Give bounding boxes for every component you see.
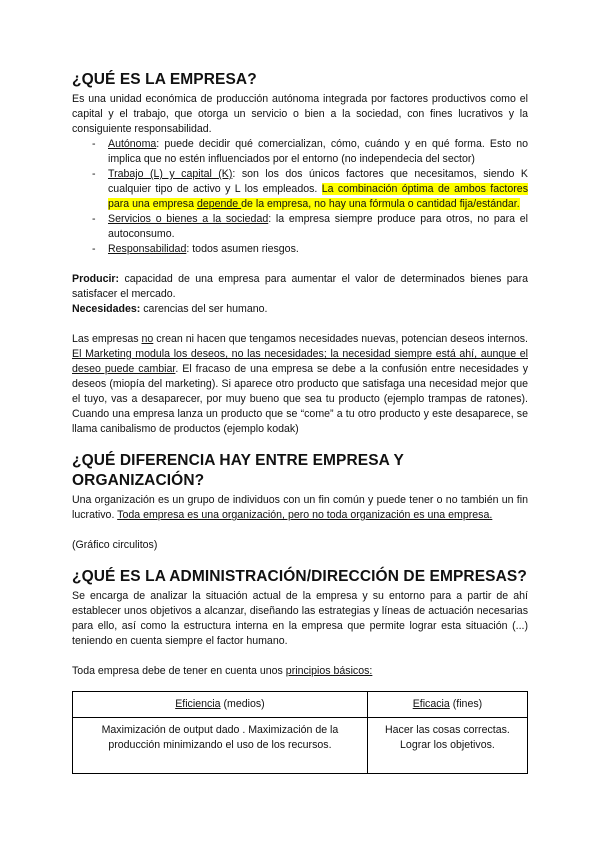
item-term: Autónoma: [108, 138, 157, 150]
empresa-definition: Es una unidad económica de producción autónoma integrada por factores productivos como el capital y el trabajo, que otorga un servicio o bien a la sociedad, con fines lucrativos y la consiguiente responsabilidad.: [72, 93, 528, 135]
table-row: [73, 718, 528, 774]
item-text: : todos asumen riesgos.: [186, 243, 299, 255]
document-content: [72, 70, 528, 774]
item-term: Servicios o bienes a la sociedad: [108, 213, 269, 225]
header-eficacia: Eficacia (fines): [367, 692, 527, 718]
definition-necesidades: Necesidades: carencias del ser humano.: [72, 303, 268, 315]
item-term: Trabajo (L) y capital (K): [108, 168, 233, 180]
cell-eficacia: Hacer las cosas correctas. Lograr los objetivos.: [367, 718, 527, 774]
item-text: : la empresa siempre produce para otros, no para el autoconsumo.: [108, 213, 529, 240]
list-item: [72, 242, 528, 257]
table-header-row: [73, 692, 528, 718]
list-item: [72, 212, 528, 242]
header-eficiencia: Eficiencia (medios): [73, 692, 368, 718]
empresa-characteristics-list: [72, 137, 528, 257]
item-text: : puede decidir qué comercializan, cómo, cuándo y en qué forma. Esto no implica que no estén influenciados por el entorno (no independecia del sector): [108, 138, 528, 165]
organizacion-paragraph: Una organización es un grupo de individuos con un fin común y puede tener o no también un fin lucrativo. Toda empresa es una organización, pero no toda organización es una empresa.: [72, 494, 528, 521]
principles-intro: Toda empresa debe de tener en cuenta unos principios básicos:: [72, 665, 373, 677]
administracion-paragraph: Se encarga de analizar la situación actual de la empresa y su entorno para a partir de ahí establecer unos objetivos a alcanzar, diseñando las estrategias y líneas de actuación necesarias para ello, así como la estructura interna en la empresa que permite lograr esta situación (...) teniendo en cuenta siempre el factor humano.: [72, 590, 528, 647]
list-item: [72, 137, 528, 167]
section-title-diferencia: ¿QUÉ DIFERENCIA HAY ENTRE EMPRESA Y ORGANIZACIÓN?: [72, 452, 404, 489]
item-term: Responsabilidad: [108, 243, 187, 255]
section-title-empresa: ¿QUÉ ES LA EMPRESA?: [72, 71, 257, 88]
highlighted-text: La combinación óptima de ambos factores para una empresa depende de la empresa, no hay una fórmula o cantidad fija/estándar.: [108, 183, 528, 210]
section-title-administracion: ¿QUÉ ES LA ADMINISTRACIÓN/DIRECCIÓN DE EMPRESAS?: [72, 568, 527, 585]
cell-eficiencia: Maximización de output dado . Maximización de la producción minimizando el uso de los recursos.: [73, 718, 368, 774]
definition-producir: Producir: capacidad de una empresa para aumentar el valor de determinados bienes para satisfacer el mercado.: [72, 273, 528, 300]
marketing-paragraph: Las empresas no crean ni hacen que tengamos necesidades nuevas, potencian deseos internos. El Marketing modula los deseos, no las necesidades; la necesidad siempre está ahí, aunque el deseo puede cambiar. El fracaso de una empresa se debe a la confusión entre necesidades y deseos (miopía del marketing). Si aparece otro producto que satisfaga una necesidad mejor que el tuyo, vas a desaparecer, por muy bueno que sea tu producto (ejemplo trampas de ratones). Cuando una empresa lanza un producto que se “come” a tu otro producto y este desaparece, se llama canibalismo de productos (ejemplo kodak): [72, 333, 528, 435]
list-item: [72, 167, 528, 212]
graphic-note: (Gráfico circulitos): [72, 539, 158, 551]
principles-table: [72, 691, 528, 774]
item-text: : son los dos únicos factores que necesitamos, siendo K cualquier tipo de activo y L los empleados.: [108, 168, 528, 195]
